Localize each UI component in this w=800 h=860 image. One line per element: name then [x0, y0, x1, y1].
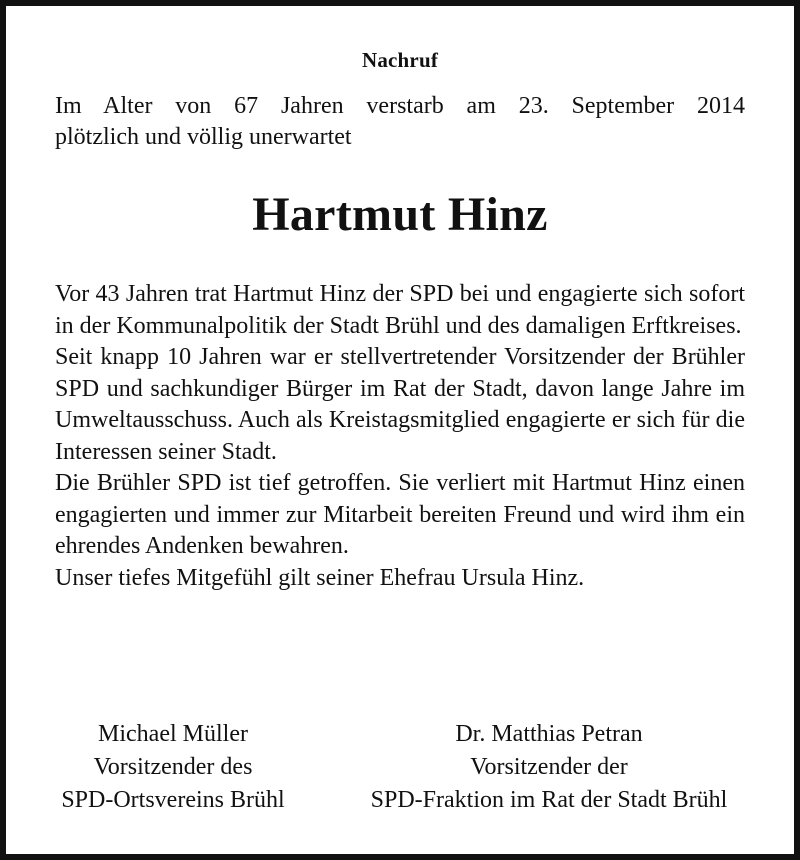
- body-paragraph-2: Seit knapp 10 Jahren war er stellvertretender Vorsitzender der Brühler SPD und sachkundiger Bürger im Rat der Stadt, davon lange Jahre im Umweltausschuss. Auch als Kreistagsmitglied engagierte er sich für die Interessen seiner Stadt.: [55, 344, 745, 465]
- signatures: [55, 718, 745, 817]
- signature-right: [353, 718, 745, 817]
- obituary-intro: [55, 91, 745, 153]
- signature-left: [55, 718, 291, 817]
- deceased-name: Hartmut Hinz: [252, 188, 548, 242]
- signatory-role: Vorsitzender der: [470, 754, 628, 780]
- signatory-name: Michael Müller: [98, 721, 248, 747]
- body-paragraph-4: Unser tiefes Mitgefühl gilt seiner Ehefrau Ursula Hinz.: [55, 564, 585, 591]
- intro-line-1: Im Alter von 67 Jahren verstarb am 23. September 2014: [55, 93, 745, 120]
- body-paragraph-3: Die Brühler SPD ist tief getroffen. Sie verliert mit Hartmut Hinz einen engagierten und immer zur Mitarbeit bereiten Freund und wird ihm ein ehrendes Andenken bewahren.: [55, 470, 745, 560]
- obituary-heading: Nachruf: [361, 48, 439, 72]
- obituary-body: [55, 279, 745, 594]
- signatory-organization: SPD-Fraktion im Rat der Stadt Brühl: [370, 787, 728, 813]
- body-paragraph-1: Vor 43 Jahren trat Hartmut Hinz der SPD bei und engagierte sich sofort in der Kommunalpolitik der Stadt Brühl und des damaligen Erftkreises.: [55, 281, 745, 339]
- intro-line-2: plötzlich und völlig unerwartet: [55, 124, 352, 151]
- obituary-content: [55, 48, 745, 594]
- signatory-role: Vorsitzender des: [93, 754, 253, 780]
- signatory-organization: SPD-Ortsvereins Brühl: [61, 787, 285, 813]
- signatory-name: Dr. Matthias Petran: [455, 721, 643, 747]
